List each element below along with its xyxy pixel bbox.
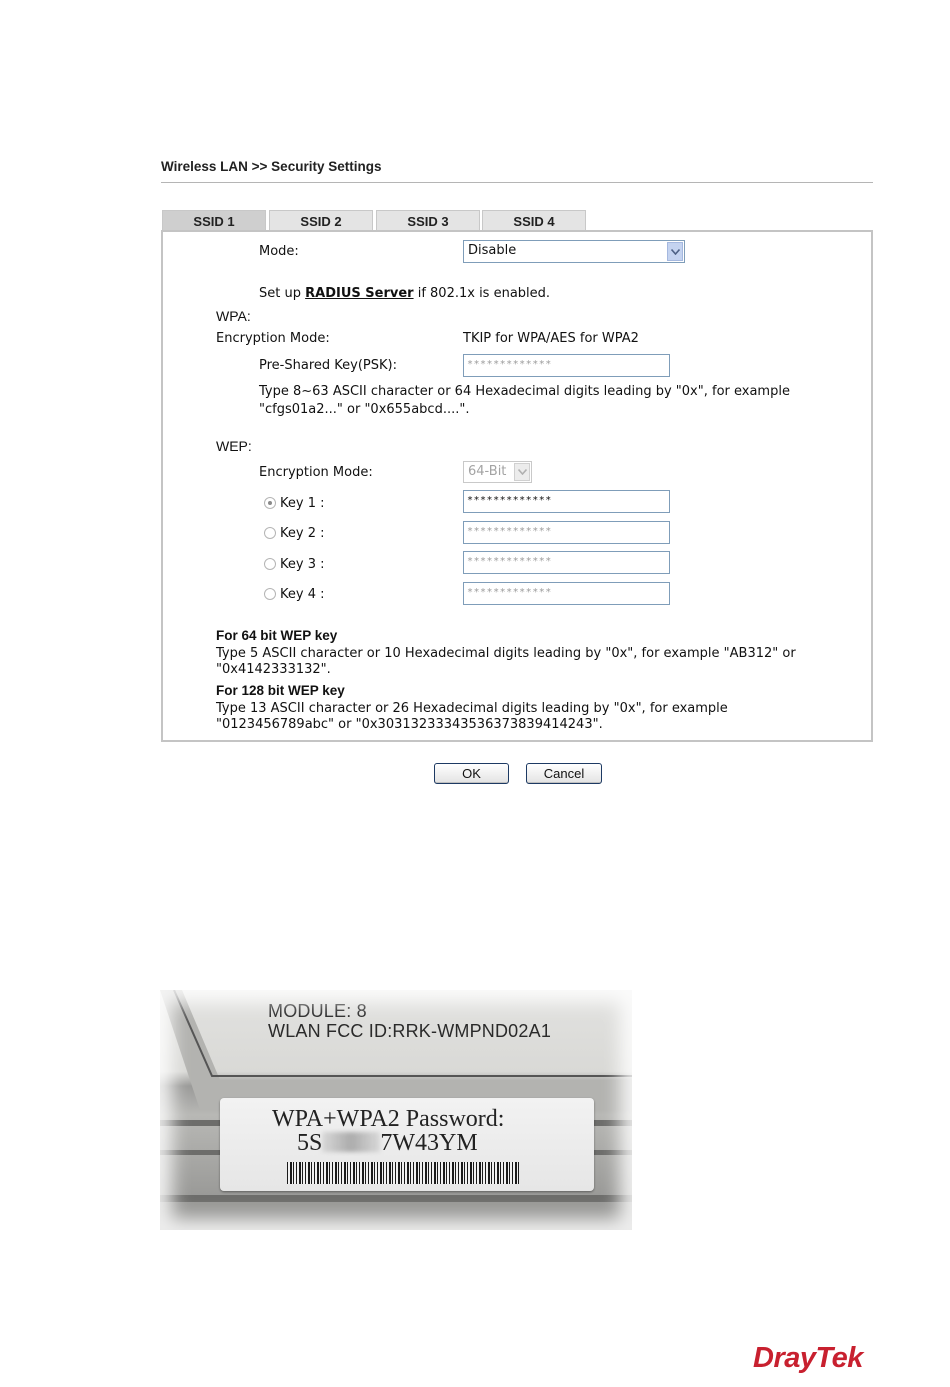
- redacted-blur: [322, 1132, 380, 1152]
- wep-encryption-label: Encryption Mode:: [259, 465, 373, 480]
- mode-label: Mode:: [259, 244, 299, 259]
- password-suffix: 7W43YM: [380, 1130, 478, 1156]
- password-sticker: [220, 1098, 594, 1191]
- tab-ssid-3[interactable]: SSID 3: [376, 210, 480, 231]
- key-3-label: Key 3 :: [280, 557, 325, 572]
- psk-label: Pre-Shared Key(PSK):: [259, 358, 397, 373]
- wep64-line2: "0x4142333132".: [216, 662, 331, 677]
- key-1-input[interactable]: *************: [463, 490, 670, 513]
- password-value: [297, 1130, 478, 1157]
- tab-ssid-4[interactable]: SSID 4: [482, 210, 586, 231]
- psk-hint-line1: Type 8~63 ASCII character or 64 Hexadecimal digits leading by "0x", for example: [259, 384, 790, 399]
- device-label-photo: [160, 990, 632, 1230]
- breadcrumb-divider: [161, 182, 873, 183]
- ok-button[interactable]: OK: [434, 763, 509, 784]
- psk-hint-line2: "cfgs01a2..." or "0x655abcd....".: [259, 402, 470, 417]
- draytek-logo: DrayTek: [753, 1342, 863, 1374]
- key-2-label: Key 2 :: [280, 526, 325, 541]
- password-prefix: 5S: [297, 1130, 323, 1156]
- wep-encryption-select[interactable]: [463, 461, 532, 483]
- key-2-radio[interactable]: [264, 527, 276, 539]
- radius-server-link[interactable]: RADIUS Server: [305, 286, 414, 301]
- tab-ssid-2[interactable]: SSID 2: [269, 210, 373, 231]
- wep-heading: WEP:: [216, 438, 252, 454]
- key-1-label: Key 1 :: [280, 496, 325, 511]
- key-2-input[interactable]: *************: [463, 521, 670, 544]
- wep64-title: For 64 bit WEP key: [216, 628, 338, 643]
- wep128-line1: Type 13 ASCII character or 26 Hexadecimal digits leading by "0x", for example: [216, 701, 728, 716]
- tab-ssid-1[interactable]: SSID 1: [162, 210, 266, 231]
- wep128-title: For 128 bit WEP key: [216, 683, 345, 698]
- module-text: MODULE: 8: [268, 1001, 367, 1021]
- key-4-input[interactable]: *************: [463, 582, 670, 605]
- breadcrumb: Wireless LAN >> Security Settings: [161, 159, 382, 174]
- psk-input[interactable]: *************: [463, 354, 670, 377]
- key-3-input[interactable]: *************: [463, 551, 670, 574]
- wep128-line2: "0123456789abc" or "0x30313233343536373839414243".: [216, 717, 603, 732]
- radius-hint-suffix: if 802.1x is enabled.: [417, 286, 551, 301]
- key-1-radio[interactable]: [264, 497, 276, 509]
- key-4-label: Key 4 :: [280, 587, 325, 602]
- barcode: [287, 1162, 519, 1184]
- password-title: WPA+WPA2 Password:: [272, 1106, 505, 1132]
- wpa-heading: WPA:: [216, 308, 251, 324]
- mode-select[interactable]: [463, 240, 685, 263]
- wep-encryption-value: 64-Bit: [468, 464, 507, 479]
- key-3-radio[interactable]: [264, 558, 276, 570]
- radius-hint-prefix: Set up: [259, 286, 301, 301]
- fcc-id-text: WLAN FCC ID:RRK-WMPND02A1: [268, 1021, 552, 1041]
- cancel-button[interactable]: Cancel: [526, 763, 602, 784]
- mode-select-value: Disable: [468, 243, 517, 258]
- wep64-line1: Type 5 ASCII character or 10 Hexadecimal digits leading by "0x", for example "AB312" or: [216, 646, 796, 661]
- radius-hint: [259, 286, 550, 301]
- key-4-radio[interactable]: [264, 588, 276, 600]
- wpa-encryption-label: Encryption Mode:: [216, 331, 330, 346]
- chevron-down-icon: [667, 242, 683, 261]
- chevron-down-icon: [514, 463, 530, 481]
- wpa-encryption-value: TKIP for WPA/AES for WPA2: [463, 331, 639, 346]
